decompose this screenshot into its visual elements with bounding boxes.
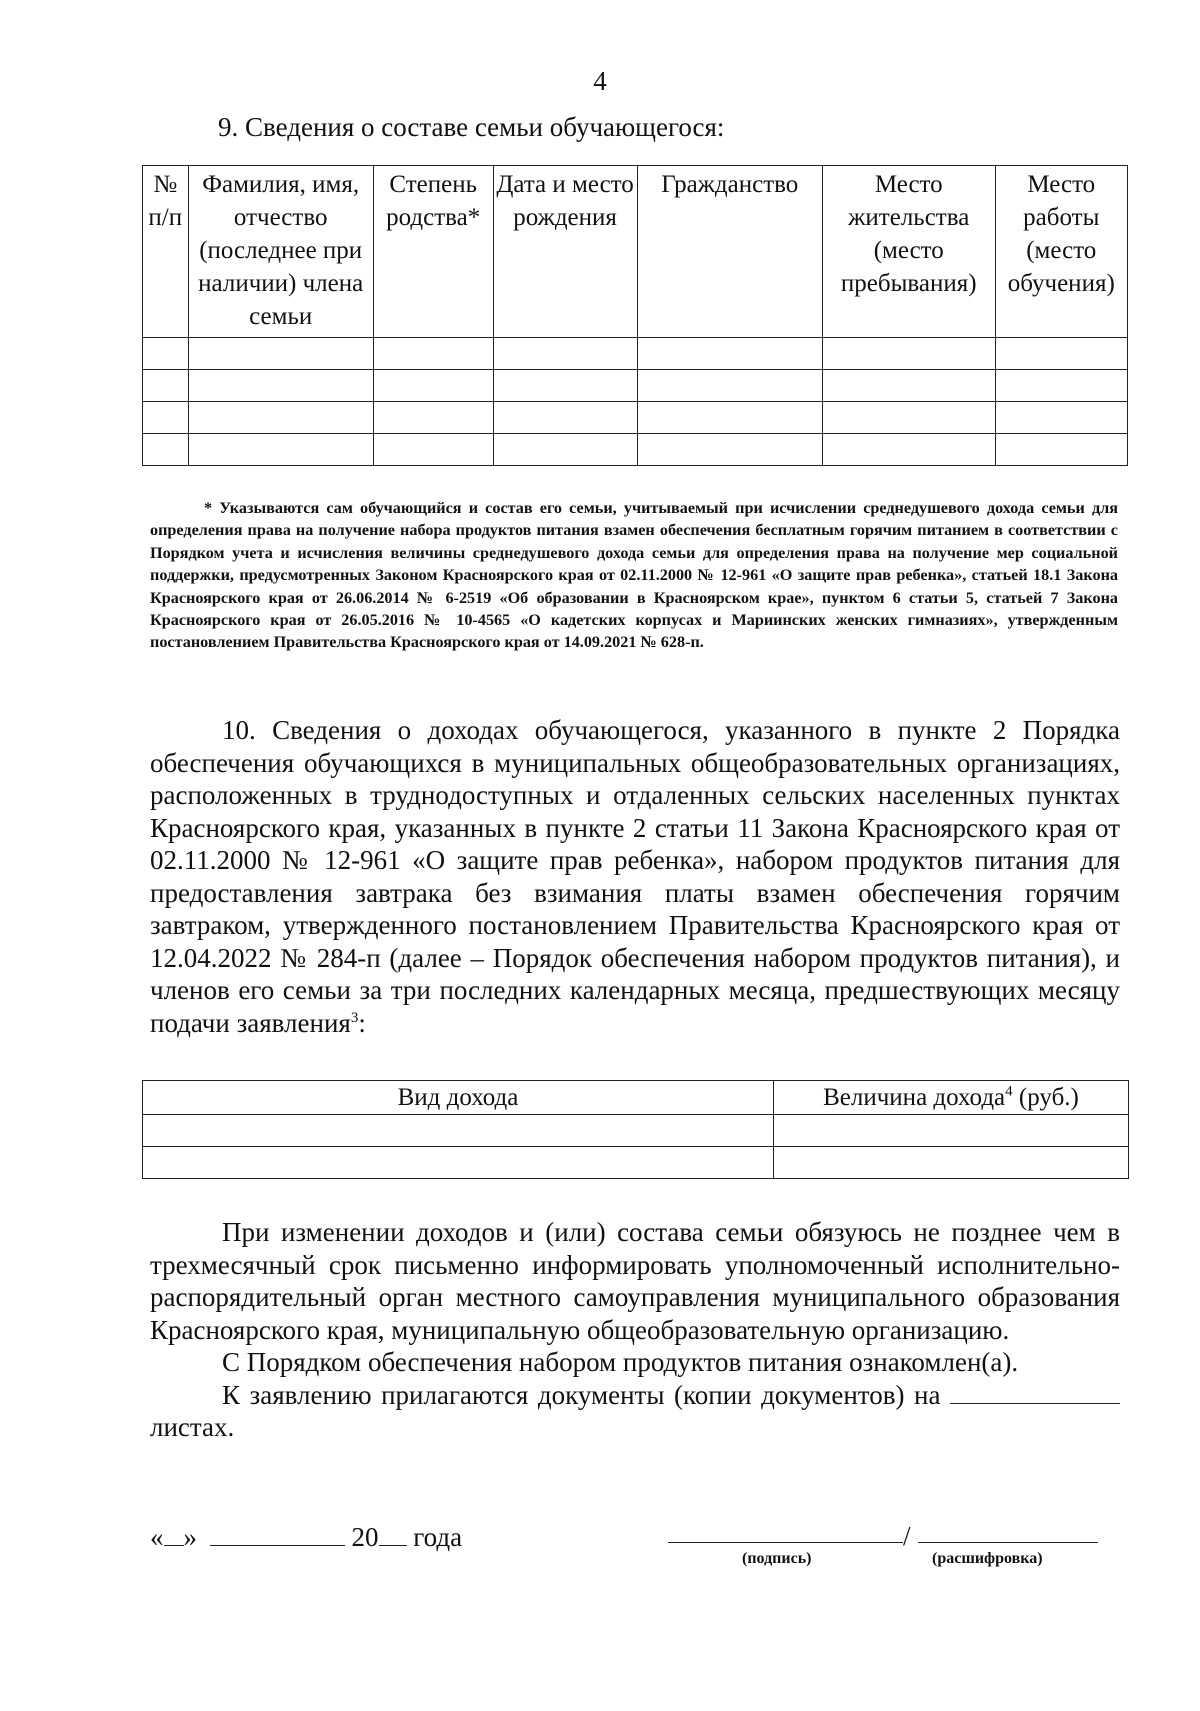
income-table [142, 1080, 1129, 1179]
table-cell[interactable] [373, 434, 493, 466]
sheets-count-field[interactable] [950, 1379, 1120, 1404]
table-cell[interactable] [637, 370, 822, 402]
section10-text: 10. Сведения о доходах обучающегося, указанного в пункте 2 Порядка обеспечения обучающихся в муниципальных общеобразовательных организациях, расположенных в труднодоступных и отдаленных сельских населенных пунктах Красноярского края, указанных в пункте 2 статьи 11 Закона Красноярского края от 02.11.2000 № 12-961 «О защите прав ребенка», набором продуктов питания для предоставления завтрака без взимания платы взамен обеспечения горячим завтраком, утвержденного постановлением Правительства Красноярского края от 12.04.2022 № 284-п (далее – Порядок обеспечения набором продуктов питания), и членов его семьи за три последних календарных месяца, предшествующих месяцу подачи заявления [150, 715, 1120, 1038]
table-cell[interactable] [188, 370, 373, 402]
table-cell[interactable] [822, 338, 995, 370]
footnote-ref-4: 4 [1005, 1083, 1013, 1100]
day-field[interactable] [164, 1521, 184, 1546]
date-line [150, 1521, 462, 1553]
header-citizenship: Гражданство [637, 166, 822, 338]
table-cell[interactable] [995, 370, 1127, 402]
attached-suffix: листах. [150, 1412, 235, 1442]
income-amount-label: Величина дохода [823, 1084, 1006, 1111]
table-cell[interactable] [143, 1147, 774, 1179]
section10-paragraph [150, 714, 1120, 1039]
table-cell[interactable] [143, 370, 189, 402]
year-field[interactable] [379, 1521, 407, 1546]
header-relationship: Степень родства* [373, 166, 493, 338]
table-header-row [143, 1081, 1129, 1115]
footnote-ref-3: 3 [350, 1009, 359, 1026]
table-row [143, 1147, 1129, 1179]
table-cell[interactable] [493, 402, 637, 434]
header-birth: Дата и место рождения [493, 166, 637, 338]
table-cell[interactable] [493, 370, 637, 402]
income-amount-unit: (руб.) [1012, 1084, 1079, 1111]
table-cell[interactable] [143, 434, 189, 466]
signature-slash: / [903, 1521, 911, 1551]
table-row [143, 434, 1128, 466]
header-income-type: Вид дохода [143, 1081, 774, 1115]
table-cell[interactable] [188, 434, 373, 466]
page-number: 4 [593, 66, 607, 96]
table-row [143, 1115, 1129, 1147]
family-composition-table [142, 165, 1128, 466]
acquainted-text: С Порядком обеспечения набором продуктов питания ознакомлен(а). [222, 1347, 1019, 1377]
section9-title: 9. Сведения о составе семьи обучающегося: [218, 112, 725, 142]
table-cell[interactable] [995, 434, 1127, 466]
footnote-text: * Указываются сам обучающийся и состав его семьи, учитываемый при исчислении среднедушевого дохода семьи для определения права на получение набора продуктов питания взамен обеспечения бесплатным горячим питанием в соответствии с Порядком учета и исчисления величины среднедушевого дохода семьи для определения права на получение мер социальной поддержки, предусмотренных Законом Красноярского края от 02.11.2000 № 12-961 «О защите прав ребенка», статьей 18.1 Закона Красноярского края от 26.06.2014 № 6-2519 «Об образовании в Красноярском крае», пунктом 6 статьи 5, статьей 7 Закона Красноярского края от 26.05.2016 № 10-4565 «О кадетских корпусах и Мариинских женских гимназиях», утвержденным постановлением Правительства Красноярского края от 14.09.2021 № 628-п. [150, 499, 1118, 652]
table-cell[interactable] [822, 402, 995, 434]
table-cell[interactable] [774, 1147, 1129, 1179]
header-income-amount [774, 1081, 1129, 1115]
table-cell[interactable] [995, 338, 1127, 370]
table-cell[interactable] [493, 338, 637, 370]
table-header-row [143, 166, 1128, 338]
section10 [150, 714, 1120, 1039]
pledge-block [150, 1216, 1120, 1444]
table-cell[interactable] [493, 434, 637, 466]
year-prefix: 20 [351, 1522, 379, 1552]
close-quote: » [183, 1522, 197, 1552]
signature-field[interactable] [668, 1542, 903, 1543]
table-cell[interactable] [373, 370, 493, 402]
open-quote: « [150, 1522, 164, 1552]
table-cell[interactable] [143, 402, 189, 434]
header-work: Место работы (место обучения) [995, 166, 1127, 338]
table-cell[interactable] [373, 402, 493, 434]
table-cell[interactable] [637, 402, 822, 434]
attached-documents [150, 1379, 1120, 1444]
decode-caption: (расшифровка) [932, 1550, 1043, 1567]
table-cell[interactable] [822, 370, 995, 402]
month-field[interactable] [210, 1521, 345, 1546]
section10-text-end: : [358, 1007, 366, 1038]
table-row [143, 370, 1128, 402]
attached-prefix: К заявлению прилагаются документы (копии документов) на [222, 1379, 941, 1410]
pledge-text: При изменении доходов и (или) состава семьи обязуюсь не позднее чем в трехмесячный срок письменно информировать уполномоченный исполнительно-распорядительный орган местного самоуправления муниципального образования Красноярского края, муниципальную общеобразовательную организацию. [150, 1217, 1120, 1345]
table-cell[interactable] [995, 402, 1127, 434]
table-cell[interactable] [637, 338, 822, 370]
table-row [143, 338, 1128, 370]
table-row [143, 402, 1128, 434]
relationship-footnote [150, 497, 1118, 654]
signature-caption: (подпись) [742, 1550, 812, 1567]
table-cell[interactable] [143, 338, 189, 370]
table-cell[interactable] [188, 338, 373, 370]
year-suffix: года [413, 1522, 463, 1552]
header-residence: Место жительства (место пребывания) [822, 166, 995, 338]
decode-field[interactable] [918, 1542, 1098, 1543]
table-cell[interactable] [774, 1115, 1129, 1147]
table-cell[interactable] [373, 338, 493, 370]
table-cell[interactable] [188, 402, 373, 434]
header-number: № п/п [143, 166, 189, 338]
table-cell[interactable] [143, 1115, 774, 1147]
table-cell[interactable] [822, 434, 995, 466]
table-cell[interactable] [637, 434, 822, 466]
header-full-name: Фамилия, имя, отчество (последнее при наличии) члена семьи [188, 166, 373, 338]
